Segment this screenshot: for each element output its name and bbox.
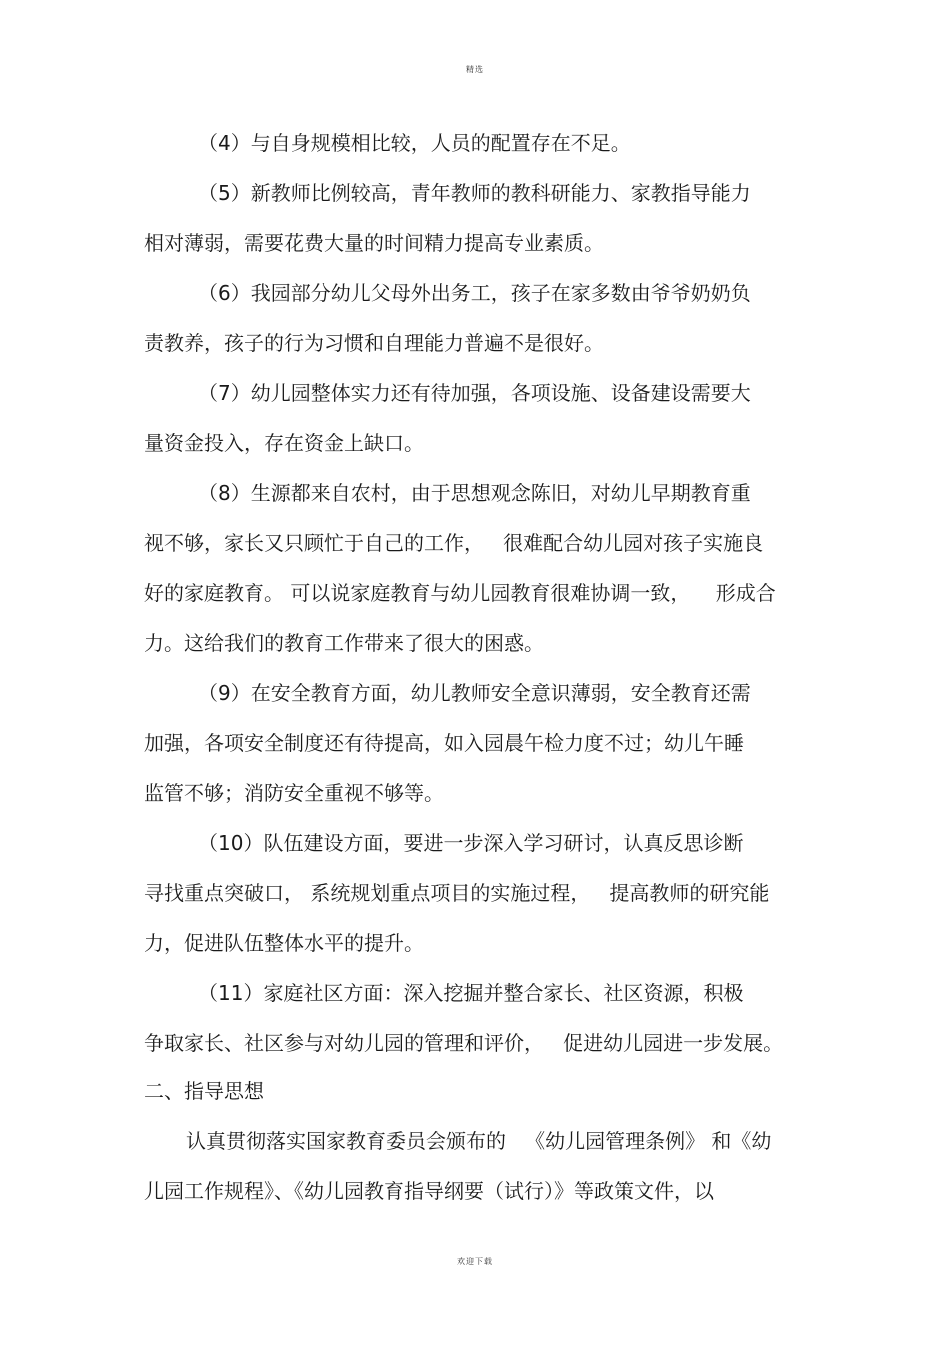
paragraph-line: （11）家庭社区方面：深入挖掘并整合家长、社区资源，积极 (198, 981, 744, 1005)
paragraph-line: （9）在安全教育方面，幼儿教师安全意识薄弱，安全教育还需 (198, 681, 751, 705)
paragraph-line: 加强，各项安全制度还有待提高，如入园晨午检力度不过；幼儿午睡 (144, 731, 744, 755)
paragraph-line: （8）生源都来自农村，由于思想观念陈旧，对幼儿早期教育重 (198, 481, 751, 505)
section-heading: 二、指导思想 (144, 1079, 264, 1103)
paragraph-line: 力。这给我们的教育工作带来了很大的困惑。 (144, 631, 544, 655)
paragraph-line: 相对薄弱，需要花费大量的时间精力提高专业素质。 (144, 231, 604, 255)
paragraph-line: （10）队伍建设方面，要进一步深入学习研讨，认真反思诊断 (198, 831, 744, 855)
paragraph-line: 好的家庭教育。 可以说家庭教育与幼儿园教育很难协调一致， 形成合 (144, 581, 776, 605)
paragraph-line: 争取家长、社区参与对幼儿园的管理和评价， 促进幼儿园进一步发展。 (144, 1031, 784, 1055)
paragraph-line: 认真贯彻落实国家教育委员会颁布的 《幼儿园管理条例》 和《幼 (186, 1129, 772, 1153)
paragraph-line: 力，促进队伍整体水平的提升。 (144, 931, 424, 955)
page-footer-mark: 欢迎下载 (457, 1257, 493, 1266)
paragraph-line: （5）新教师比例较高，青年教师的教科研能力、家教指导能力 (198, 181, 751, 205)
paragraph-line: （7）幼儿园整体实力还有待加强，各项设施、设备建设需要大 (198, 381, 751, 405)
paragraph-line: 责教养，孩子的行为习惯和自理能力普遍不是很好。 (144, 331, 604, 355)
paragraph-line: 监管不够；消防安全重视不够等。 (144, 781, 444, 805)
page-header-mark: 精选 (466, 65, 484, 74)
paragraph-line: 寻找重点突破口， 系统规划重点项目的实施过程， 提高教师的研究能 (144, 881, 770, 905)
paragraph-line: （6）我园部分幼儿父母外出务工，孩子在家多数由爷爷奶奶负 (198, 281, 751, 305)
paragraph-line: 视不够，家长又只顾忙于自己的工作， 很难配合幼儿园对孩子实施良 (144, 531, 764, 555)
paragraph-line: 儿园工作规程》、《幼儿园教育指导纲要（试行）》等政策文件，以 (144, 1179, 714, 1203)
paragraph-line: （4）与自身规模相比较，人员的配置存在不足。 (198, 131, 631, 155)
paragraph-line: 量资金投入，存在资金上缺口。 (144, 431, 424, 455)
